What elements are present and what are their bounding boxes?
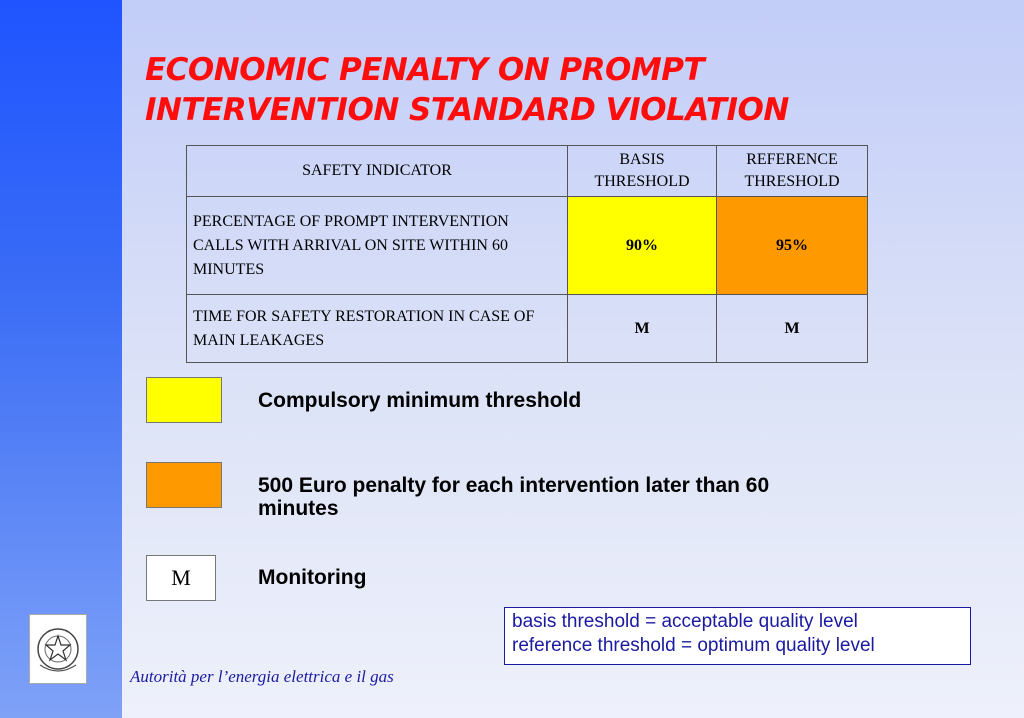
header-basis-threshold: BASIS THRESHOLD [568,146,717,197]
footer-authority-name: Autorità per l’energia elettrica e il gas [130,667,394,686]
left-sidebar-band [0,0,122,718]
legend-yellow-text: Compulsory minimum threshold [258,389,582,412]
table-row [187,295,868,363]
row-basis-value: M [568,295,717,363]
row-indicator-cell: TIME FOR SAFETY RESTORATION IN CASE OF MAIN LEAKAGES [187,295,568,363]
legend-monitoring-swatch: M [146,555,216,601]
threshold-definition-note [504,607,971,665]
table-header-row [187,146,868,197]
row-reference-value: M [717,295,868,363]
row-reference-value: 95% [717,197,868,295]
table-row [187,197,868,295]
note-line-1: basis threshold = acceptable quality level [512,611,858,632]
legend-monitoring-text: Monitoring [258,566,367,589]
header-safety-indicator: SAFETY INDICATOR [187,146,568,197]
legend-orange-text: 500 Euro penalty for each intervention later than 60 minutes [258,474,770,520]
title-line-2: INTERVENTION STANDARD VIOLATION [145,92,789,128]
italian-republic-emblem-icon [29,614,87,684]
note-line-2: reference threshold = optimum quality level [512,635,875,656]
title-line-1: ECONOMIC PENALTY ON PROMPT [145,52,705,88]
legend-yellow-swatch [146,377,222,423]
legend-orange-swatch [146,462,222,508]
safety-indicator-table [186,145,868,363]
row-basis-value: 90% [568,197,717,295]
slide-title [145,50,789,130]
header-reference-threshold: REFERENCE THRESHOLD [717,146,868,197]
row-indicator-cell: PERCENTAGE OF PROMPT INTERVENTION CALLS WITH ARRIVAL ON SITE WITHIN 60 MINUTES [187,197,568,295]
